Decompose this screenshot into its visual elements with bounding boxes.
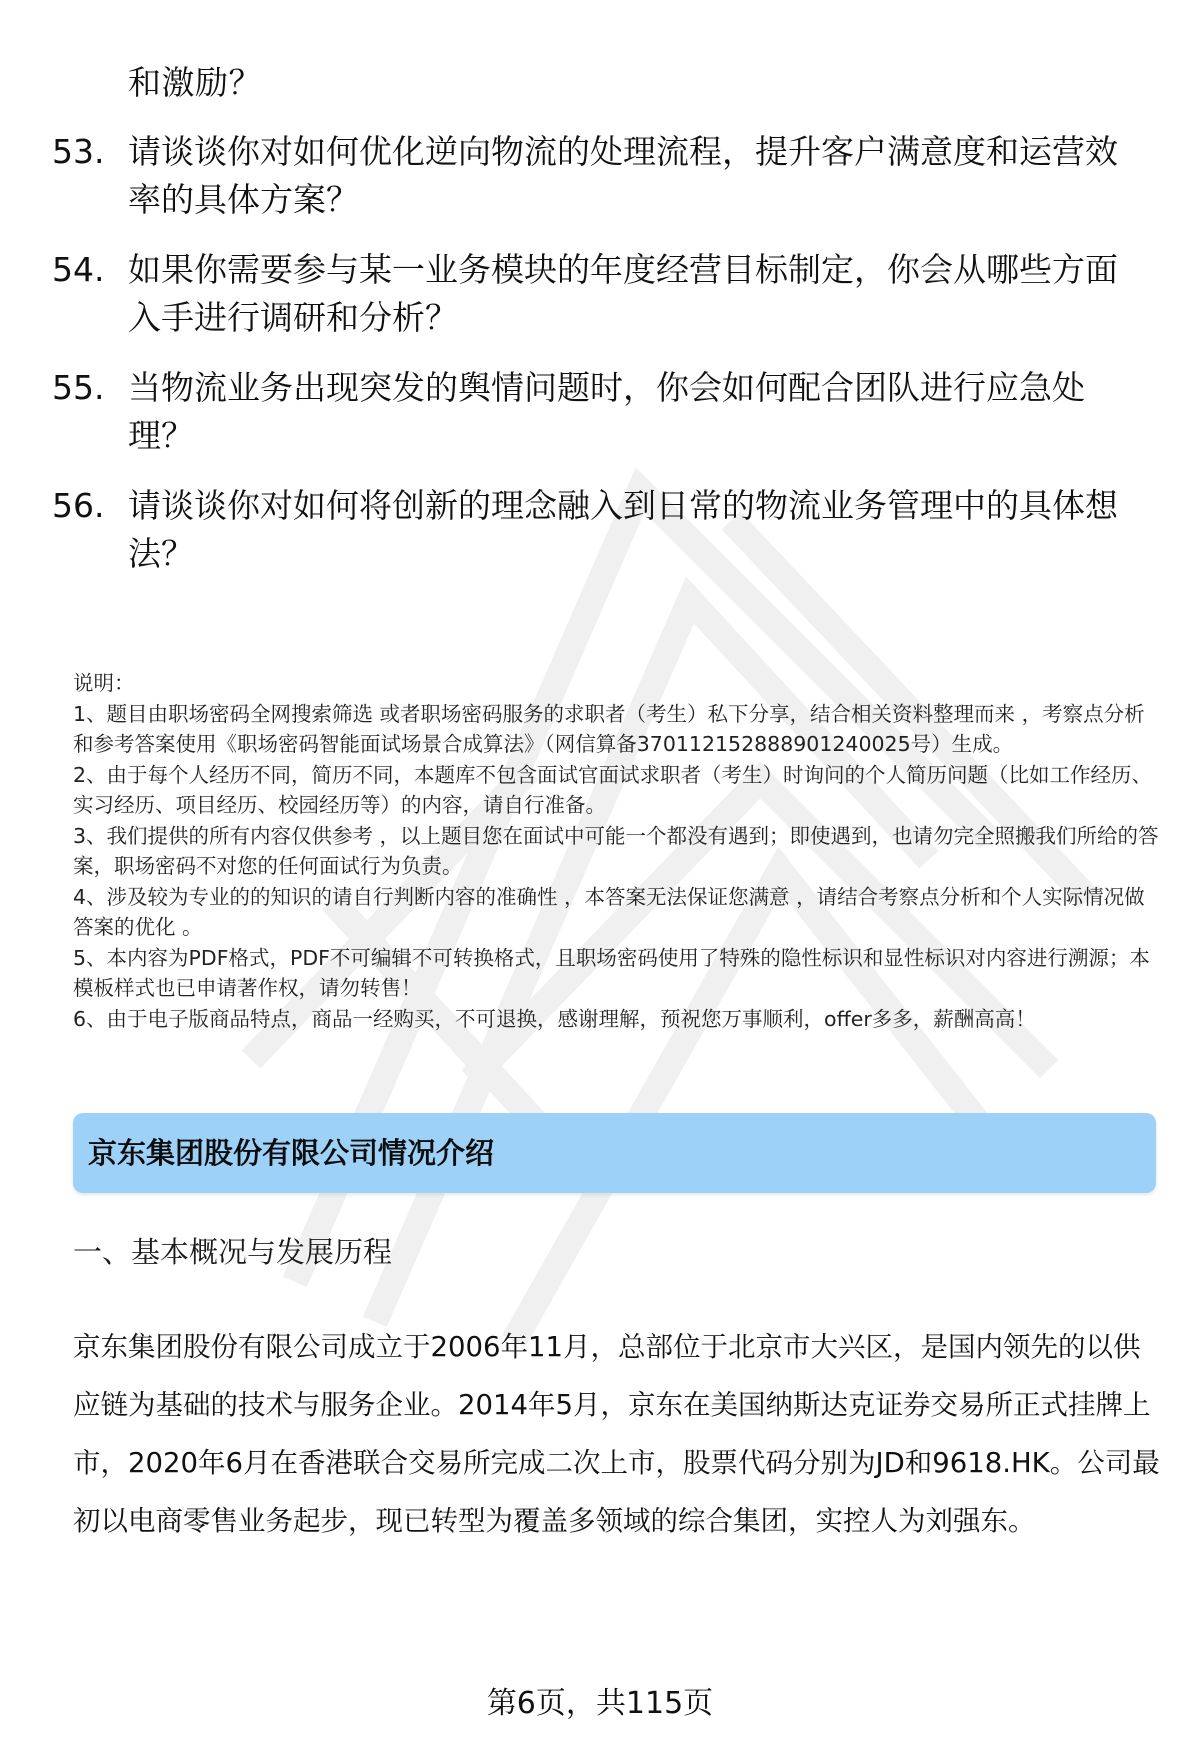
question-item-55 bbox=[52, 364, 1152, 460]
question-text: 如果你需要参与某一业务模块的年度经营目标制定，你会从哪些方面入手进行调研和分析？ bbox=[128, 250, 1118, 337]
section-title: 京东集团股份有限公司情况介绍 bbox=[88, 1136, 495, 1170]
page-number: 第6页，共115页 bbox=[486, 1686, 714, 1721]
note-item-3: 3、我们提供的所有内容仅供参考 ，以上题目您在面试中可能一个都没有遇到；即使遇到，也请勿完全照搬我们所给的答案，职场密码不对您的任何面试行为负责。 bbox=[73, 823, 1159, 878]
question-number: 54. bbox=[52, 250, 105, 289]
question-item-54 bbox=[52, 246, 1152, 342]
question-text: 请谈谈你对如何优化逆向物流的处理流程，提升客户满意度和运营效率的具体方案？ bbox=[128, 132, 1118, 219]
disclaimer-notes bbox=[73, 668, 1163, 1034]
question-continuation: 和激励？ bbox=[128, 63, 262, 102]
question-number: 55. bbox=[52, 368, 105, 407]
question-item-56 bbox=[52, 482, 1152, 578]
question-text: 当物流业务出现突发的舆情问题时，你会如何配合团队进行应急处理？ bbox=[128, 368, 1085, 455]
section-subheading: 一、基本概况与发展历程 bbox=[73, 1235, 393, 1269]
note-item-6: 6、由于电子版商品特点，商品一经购买，不可退换，感谢理解，预祝您万事顺利，offer多多，薪酬高高！ bbox=[73, 1006, 1036, 1031]
question-item-53 bbox=[52, 128, 1152, 224]
note-item-5: 5、本内容为PDF格式，PDF不可编辑不可转换格式，且职场密码使用了特殊的隐性标识和显性标识对内容进行溯源；本模板样式也已申请著作权，请勿转售！ bbox=[73, 945, 1150, 1000]
question-number: 53. bbox=[52, 132, 105, 171]
note-item-4: 4、涉及较为专业的的知识的请自行判断内容的准确性 ，本答案无法保证您满意 ，请结合考察点分析和个人实际情况做答案的优化 。 bbox=[73, 884, 1145, 939]
note-item-1: 1、题目由职场密码全网搜索筛选 或者职场密码服务的求职者（考生）私下分享，结合相关资料整理而来 ，考察点分析和参考答案使用《职场密码智能面试场景合成算法》（网信算备370112152888901240025号）生成。 bbox=[73, 701, 1145, 756]
company-overview-paragraph: 京东集团股份有限公司成立于2006年11月，总部位于北京市大兴区，是国内领先的以供应链为基础的技术与服务企业。2014年5月，京东在美国纳斯达克证券交易所正式挂牌上市，2020年6月在香港联合交易所完成二次上市，股票代码分别为JD和9618.HK。公司最初以电商零售业务起步，现已转型为覆盖多领域的综合集团，实控人为刘强东。 bbox=[73, 1331, 1160, 1537]
question-text: 请谈谈你对如何将创新的理念融入到日常的物流业务管理中的具体想法？ bbox=[128, 486, 1118, 573]
note-item-2: 2、由于每个人经历不同，简历不同，本题库不包含面试官面试求职者（考生）时询问的个人简历问题（比如工作经历、实习经历、项目经历、校园经历等）的内容，请自行准备。 bbox=[73, 762, 1153, 817]
question-number: 56. bbox=[52, 486, 105, 525]
notes-title: 说明： bbox=[73, 671, 135, 695]
section-title-banner bbox=[73, 1113, 1156, 1193]
